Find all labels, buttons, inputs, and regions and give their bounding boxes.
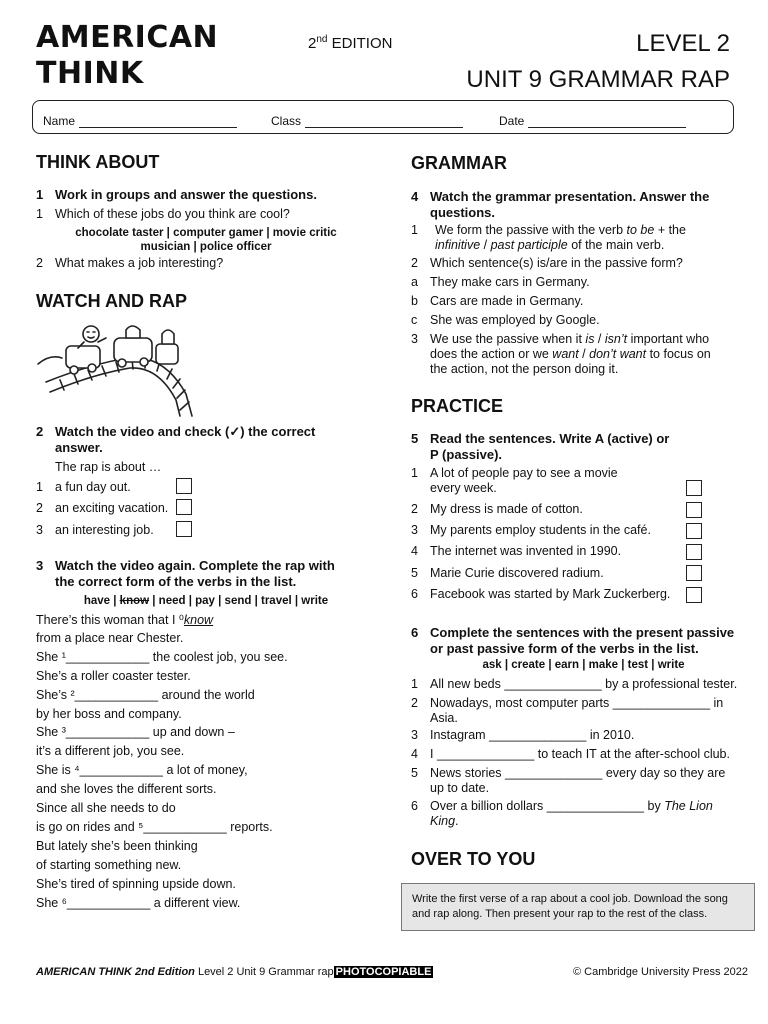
option-1-text: a fun day out. (55, 480, 131, 494)
q4-instruction (430, 189, 709, 220)
level-label: LEVEL 2 (636, 30, 730, 57)
choice-b-text: Cars are made in Germany. (430, 294, 584, 308)
date-field[interactable] (499, 114, 686, 128)
q2-line-1: Watch the video and check (✓) the correct (55, 424, 316, 439)
p5-item-2-answer-box[interactable] (686, 502, 702, 518)
p5-item-5: Marie Curie discovered radium. (430, 566, 604, 580)
q2-line-2: answer. (55, 439, 103, 455)
option-1-number: 1 (36, 480, 43, 494)
p6-item-5-line-2: up to date. (430, 781, 490, 795)
p5-item-2-number: 2 (411, 502, 418, 516)
p6-item-5-line-1: News stories ______________ every day so they are (430, 766, 726, 780)
edition-label (308, 34, 392, 52)
rap-line: Since all she needs to do (36, 801, 176, 815)
q3-instruction (55, 558, 335, 589)
job-list-line-2: musician | police officer (140, 241, 272, 253)
p6-item-3-number: 3 (411, 728, 418, 742)
p6-item-2 (430, 696, 723, 726)
q1-number: 1 (36, 187, 44, 202)
choice-a-text: They make cars in Germany. (430, 275, 590, 289)
rap-line: from a place near Chester. (36, 630, 184, 645)
choice-c-text: She was employed by Google. (430, 313, 600, 327)
g1-part: of the main verb. (567, 238, 665, 252)
footer-left (36, 966, 433, 978)
think-item-2: What makes a job interesting? (55, 256, 224, 270)
footer-title: AMERICAN THINK 2nd Edition (36, 966, 195, 978)
g1-infinitive: infinitive (435, 238, 481, 252)
photocopiable-badge: PHOTOCOPIABLE (335, 966, 432, 978)
class-line[interactable] (305, 117, 463, 128)
p5-item-4-number: 4 (411, 544, 418, 558)
p6-item-2-number: 2 (411, 696, 418, 710)
p6-item-6-title-end: King (430, 814, 456, 828)
over-to-you-line-2: and rap along. Then present your rap to the rest of the class. (412, 908, 708, 920)
rap-line: it’s a different job, you see. (36, 744, 185, 759)
rap-line: But lately she’s been thinking (36, 838, 198, 853)
p6-item-4-number: 4 (411, 747, 418, 761)
p6-item-6 (430, 799, 713, 829)
g3-part: does the action or we (430, 347, 553, 361)
rap-line: There’s this woman that I ⁰know (36, 613, 214, 627)
p6-item-6-title: The Lion (664, 799, 713, 813)
q3-line-1: Watch the video again. Complete the rap with (55, 558, 335, 573)
name-line[interactable] (79, 117, 237, 128)
q3-number: 3 (36, 558, 44, 573)
think-item-2-number: 2 (36, 256, 43, 270)
g1-part: We form the passive with the verb (435, 223, 627, 237)
p5-item-1-number: 1 (411, 466, 418, 480)
rap-line: She’s ²____________ around the world (36, 687, 255, 702)
q4-number: 4 (411, 189, 419, 204)
p5-item-2: My dress is made of cotton. (430, 502, 583, 516)
date-label: Date (499, 114, 525, 128)
rap-line: by her boss and company. (36, 706, 182, 721)
rap-line: She ⁶____________ a different view. (36, 895, 241, 910)
brand-line-2: THINK (36, 56, 144, 91)
q4-line-1: Watch the grammar presentation. Answer the (430, 189, 710, 204)
rap-line: of starting something new. (36, 857, 182, 872)
job-list-line-1: chocolate taster | computer gamer | movie critic (75, 227, 337, 239)
verb-list-end: | need | pay | send | travel | write (149, 595, 329, 607)
think-item-1: Which of these jobs do you think are cool? (55, 207, 290, 221)
p5-item-1-answer-box[interactable] (686, 480, 702, 496)
option-3-text: an interesting job. (55, 523, 154, 537)
brand-title (36, 20, 218, 92)
rap-line: She ³____________ up and down – (36, 725, 235, 740)
q5-instruction (430, 431, 669, 462)
rap-line: She’s tired of spinning upside down. (36, 876, 236, 891)
q3-line-2: the correct form of the verbs in the list. (55, 573, 297, 589)
grammar-item-2-number: 2 (411, 256, 418, 270)
class-label: Class (271, 114, 302, 128)
grammar-item-2: Which sentence(s) is/are in the passive form? (430, 256, 683, 270)
p5-item-1-line-1: A lot of people pay to see a movie (430, 466, 618, 480)
rap-line: She is ⁴____________ a lot of money, (36, 763, 248, 778)
p5-item-5-answer-box[interactable] (686, 565, 702, 581)
rap-line: is go on rides and ⁵____________ reports. (36, 819, 273, 834)
p5-item-3-answer-box[interactable] (686, 523, 702, 539)
p5-item-3: My parents employ students in the café. (430, 523, 651, 537)
p6-item-3: Instagram ______________ in 2010. (430, 728, 635, 742)
p6-item-6-text: Over a billion dollars ______________ by (430, 799, 665, 813)
p6-item-2-line-2: Asia. (430, 711, 458, 725)
p5-item-6-number: 6 (411, 587, 418, 601)
name-field[interactable] (43, 114, 237, 128)
g3-part: to focus on (646, 347, 711, 361)
p6-item-5-number: 5 (411, 766, 418, 780)
over-to-you-heading: OVER TO YOU (411, 849, 536, 869)
g1-past-participle: past participle (490, 238, 568, 252)
q6-verb-list: ask | create | earn | make | test | write (482, 659, 685, 671)
p5-item-4-answer-box[interactable] (686, 544, 702, 560)
date-line[interactable] (528, 117, 686, 128)
unit-title: UNIT 9 GRAMMAR RAP (466, 66, 730, 93)
edition-number: 2 (308, 35, 317, 52)
option-2-number: 2 (36, 501, 43, 515)
g1-to-be: to be (626, 223, 655, 237)
q5-number: 5 (411, 431, 419, 446)
g3-part: / (594, 332, 605, 346)
g3-part: / (578, 347, 590, 361)
g3-want: want (552, 347, 579, 361)
choice-c-letter: c (411, 313, 418, 327)
edition-superscript: nd (316, 34, 328, 45)
option-3-checkbox[interactable] (176, 521, 192, 537)
rap-lead: The rap is about … (55, 460, 162, 474)
p6-item-4: I ______________ to teach IT at the after-school club. (430, 747, 730, 761)
grammar-item-1-number: 1 (411, 223, 418, 237)
q5-line-2: P (passive). (430, 446, 503, 462)
q5-line-1: Read the sentences. Write A (active) or (430, 431, 670, 446)
q6-line-2: or past passive form of the verbs in the list. (430, 640, 699, 656)
grammar-item-1 (435, 223, 755, 253)
p6-item-1-number: 1 (411, 677, 418, 691)
p5-item-1-line-2: every week. (430, 481, 497, 495)
p6-item-1: All new beds ______________ by a professional tester. (430, 677, 738, 691)
p5-item-1 (430, 466, 618, 496)
option-3-number: 3 (36, 523, 43, 537)
over-to-you-line-1: Write the first verse of a rap about a cool job. Download the song (412, 893, 728, 905)
choice-a-letter: a (411, 275, 418, 289)
q6-line-1: Complete the sentences with the present passive (430, 625, 735, 640)
rap-line: She’s a roller coaster tester. (36, 668, 191, 683)
q2-number: 2 (36, 424, 44, 439)
think-about-heading: THINK ABOUT (36, 152, 160, 172)
g3-part: We use the passive when it (430, 332, 586, 346)
g3-part: important who (627, 332, 710, 346)
option-1-checkbox[interactable] (176, 478, 192, 494)
g1-part: + the (654, 223, 686, 237)
q4-line-2: questions. (430, 204, 496, 220)
p6-item-2-line-1: Nowadays, most computer parts ______________ in (430, 696, 724, 710)
rap-line: and she loves the different sorts. (36, 782, 217, 797)
option-2-text: an exciting vacation. (55, 501, 169, 515)
p6-item-6-period: . (455, 814, 459, 828)
p6-item-5 (430, 766, 725, 796)
grammar-item-3 (430, 332, 760, 377)
think-item-1-number: 1 (36, 207, 43, 221)
rap-line: She ¹____________ the coolest job, you see. (36, 649, 288, 664)
grammar-heading: GRAMMAR (411, 153, 507, 173)
g3-is: is (585, 332, 595, 346)
p5-item-6: Facebook was started by Mark Zuckerberg. (430, 587, 671, 601)
verb-list (36, 594, 376, 608)
edition-text: EDITION (327, 35, 393, 52)
brand-line-1: AMERICAN (36, 20, 219, 55)
q1-instruction: Work in groups and answer the questions. (55, 187, 317, 202)
p5-item-3-number: 3 (411, 523, 418, 537)
verb-list-example: know (119, 595, 150, 607)
choice-b-letter: b (411, 294, 418, 308)
g3-dont-want: don’t want (589, 347, 647, 361)
q2-instruction (55, 424, 315, 455)
roller-coaster-illustration (36, 324, 206, 418)
g3-line-3: the action, not the person doing it. (430, 362, 619, 376)
q6-number: 6 (411, 625, 419, 640)
p5-item-6-answer-box[interactable] (686, 587, 702, 603)
watch-rap-heading: WATCH AND RAP (36, 291, 187, 311)
name-label: Name (43, 114, 76, 128)
footer-copyright: © Cambridge University Press 2022 (572, 966, 748, 978)
footer-unit: Level 2 Unit 9 Grammar rap (194, 966, 334, 978)
option-2-checkbox[interactable] (176, 499, 192, 515)
q6-instruction (430, 625, 734, 656)
student-info-bar (32, 100, 734, 134)
g3-isnt: isn’t (604, 332, 628, 346)
grammar-item-3-number: 3 (411, 332, 418, 346)
over-to-you-box (401, 883, 755, 931)
class-field[interactable] (271, 114, 463, 128)
verb-list-start: have | (83, 595, 120, 607)
p5-item-4: The internet was invented in 1990. (430, 544, 622, 558)
p6-item-6-number: 6 (411, 799, 418, 813)
practice-heading: PRACTICE (411, 396, 504, 416)
g1-part: / (480, 238, 491, 252)
job-list (36, 226, 376, 254)
p5-item-5-number: 5 (411, 566, 418, 580)
